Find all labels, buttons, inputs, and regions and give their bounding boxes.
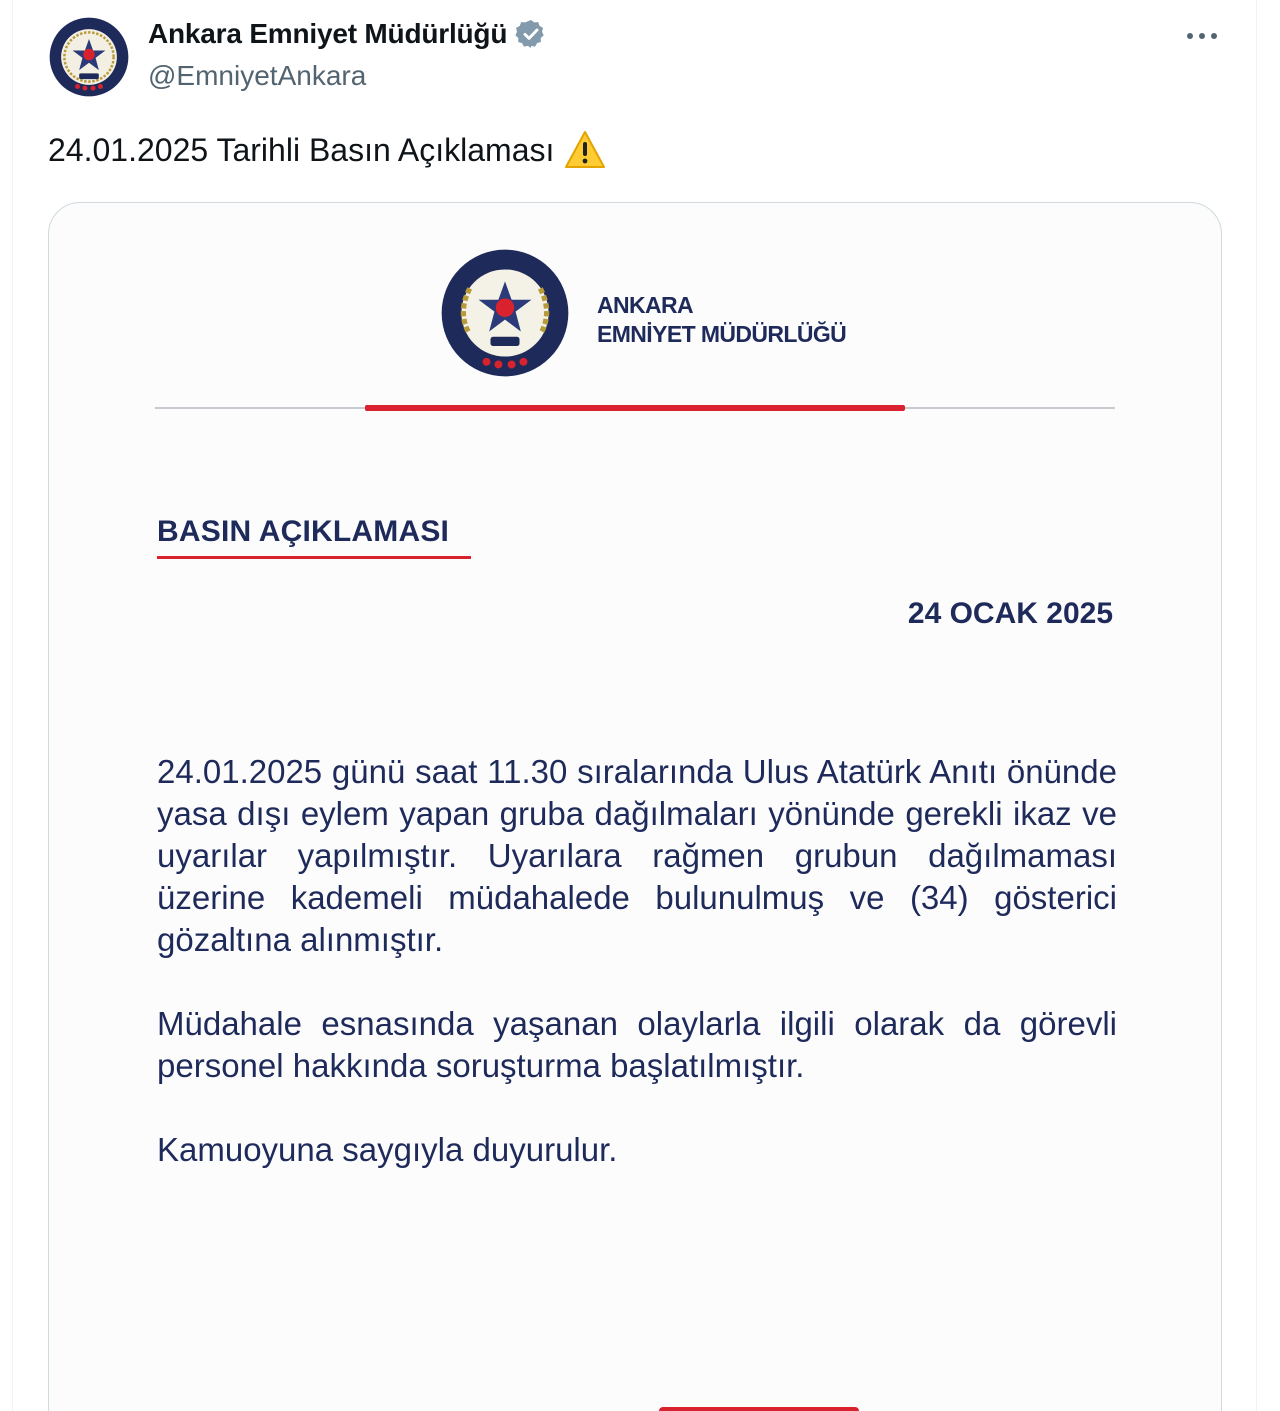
document-org-name <box>597 291 846 349</box>
display-name-text[interactable]: Ankara Emniyet Müdürlüğü <box>148 18 508 49</box>
org-line-1: ANKARA <box>597 292 694 318</box>
media-image[interactable] <box>48 202 1222 1411</box>
more-horizontal-icon <box>1199 33 1205 39</box>
timeline-border-right <box>1256 0 1257 1411</box>
display-name[interactable] <box>148 18 547 50</box>
verified-badge-icon[interactable] <box>515 18 547 50</box>
header-divider-accent <box>365 405 905 411</box>
police-emblem-icon <box>48 16 130 98</box>
tweet-text-content: 24.01.2025 Tarihli Basın Açıklaması <box>48 131 555 168</box>
warning-sign-icon <box>564 130 606 170</box>
emniyet-emblem-icon <box>439 247 571 379</box>
document-heading: BASIN AÇIKLAMASI <box>157 515 450 548</box>
user-handle[interactable]: @EmniyetAnkara <box>148 60 367 91</box>
heading-underline <box>157 556 471 559</box>
document-paragraph: Müdahale esnasında yaşanan olaylarla ilgili olarak da görevli personel hakkında soruşturma başlatılmıştır. <box>157 1005 1117 1084</box>
tweet-text <box>48 130 606 170</box>
org-line-2: EMNİYET MÜDÜRLÜĞÜ <box>597 321 847 347</box>
timeline-border-left <box>12 0 13 1411</box>
document-paragraph: 24.01.2025 günü saat 11.30 sıralarında Ulus Atatürk Anıtı önünde yasa dışı eylem yapan gruba dağılmaları yönünde gerekli ikaz ve uyarılar yapılmıştır. Uyarılara rağmen grubun dağılmaması üzerine kademeli müdahalede bulunulmuş ve (34) gösterici gözaltına alınmıştır. <box>157 753 1117 958</box>
document-date: 24 OCAK 2025 <box>907 597 1113 630</box>
avatar[interactable] <box>48 16 130 98</box>
footer-accent <box>659 1407 859 1411</box>
more-options-button[interactable] <box>1172 18 1232 54</box>
more-horizontal-icon <box>1211 33 1217 39</box>
document-paragraph: Kamuoyuna saygıyla duyurulur. <box>157 1131 618 1168</box>
more-horizontal-icon <box>1187 33 1193 39</box>
